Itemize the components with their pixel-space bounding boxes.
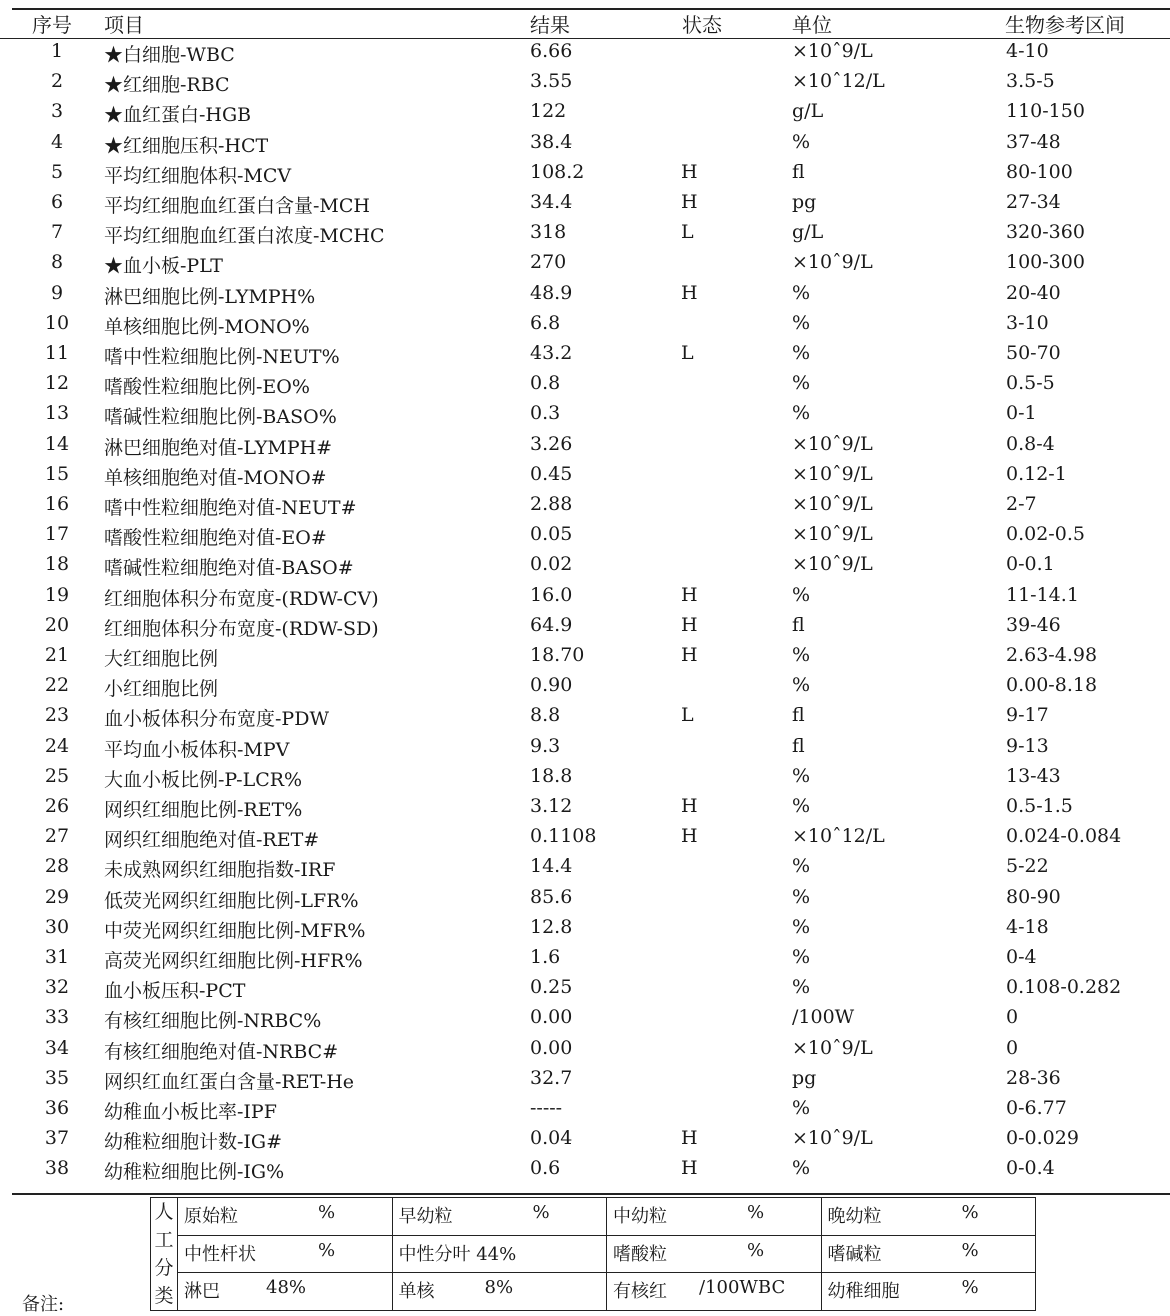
- table-row: [0, 431, 1170, 461]
- row-unit: fl: [792, 160, 805, 183]
- row-reference-range: 0.5-5: [1006, 372, 1055, 395]
- manual-cell: [821, 1198, 1036, 1236]
- row-result: 0.25: [530, 976, 573, 999]
- table-row: [0, 914, 1170, 944]
- row-result: 0.3: [530, 402, 561, 425]
- manual-cell-name: 嗜酸粒: [613, 1243, 667, 1265]
- row-unit: ×10ˆ9/L: [792, 462, 873, 485]
- row-item-name: 红细胞体积分布宽度-(RDW-CV): [104, 587, 379, 610]
- row-result: 0.00: [530, 1036, 573, 1059]
- row-number: 5: [50, 160, 64, 183]
- row-number: 31: [44, 946, 70, 968]
- row-result: 34.4: [530, 191, 573, 213]
- manual-cell: [392, 1273, 607, 1311]
- manual-cell: [392, 1198, 607, 1236]
- row-item-name: 嗜中性粒细胞比例-NEUT%: [104, 346, 340, 368]
- row-number: 22: [44, 674, 70, 697]
- row-status-flag: H: [681, 825, 698, 848]
- row-item-name: 高荧光网织红细胞比例-HFR%: [104, 950, 363, 972]
- row-number: 3: [50, 100, 64, 123]
- row-result: -----: [530, 1097, 563, 1119]
- row-reference-range: 5-22: [1006, 855, 1049, 878]
- table-row: [0, 38, 1170, 68]
- row-unit: %: [792, 583, 811, 606]
- row-result: 18.8: [530, 764, 573, 787]
- row-reference-range: 2.63-4.98: [1006, 644, 1098, 666]
- manual-cell-value: %: [961, 1277, 979, 1299]
- bottom-rule: [12, 1193, 1170, 1195]
- manual-cell: [178, 1235, 393, 1273]
- row-status-flag: L: [681, 221, 694, 244]
- table-row: [0, 612, 1170, 642]
- table-row: [0, 370, 1170, 400]
- row-reference-range: 4-18: [1006, 915, 1049, 938]
- row-unit: ×10ˆ12/L: [792, 70, 885, 93]
- row-item-name: 中荧光网织红细胞比例-MFR%: [104, 919, 366, 942]
- row-number: 18: [44, 553, 70, 576]
- table-row: [0, 672, 1170, 702]
- row-result: 0.8: [530, 372, 561, 395]
- row-unit: %: [792, 281, 811, 304]
- row-result: 12.8: [530, 915, 573, 938]
- row-reference-range: 0.02-0.5: [1006, 523, 1085, 546]
- row-status-flag: H: [681, 644, 698, 666]
- row-unit: %: [792, 1097, 811, 1119]
- manual-cell-name: 淋巴: [184, 1281, 220, 1303]
- row-result: 108.2: [530, 160, 585, 183]
- row-result: 0.04: [530, 1127, 573, 1150]
- row-unit: fl: [792, 613, 805, 636]
- row-number: 29: [44, 885, 70, 908]
- row-reference-range: 0.108-0.282: [1006, 976, 1122, 999]
- table-row: [0, 310, 1170, 340]
- row-unit: %: [792, 1157, 811, 1180]
- row-unit: ×10ˆ9/L: [792, 251, 873, 274]
- row-item-name: 有核红细胞比例-NRBC%: [104, 1010, 322, 1033]
- row-reference-range: 80-100: [1006, 160, 1073, 183]
- table-row: [0, 944, 1170, 974]
- manual-label-char: 类: [154, 1285, 174, 1307]
- row-unit: %: [792, 976, 811, 999]
- row-reference-range: 0: [1006, 1006, 1019, 1029]
- row-item-name: ★白细胞-WBC: [104, 44, 235, 66]
- row-item-name: 血小板体积分布宽度-PDW: [104, 708, 329, 731]
- manual-cell: [178, 1198, 393, 1236]
- row-unit: ×10ˆ9/L: [792, 493, 873, 515]
- table-row: [0, 1155, 1170, 1185]
- row-reference-range: 0.5-1.5: [1006, 795, 1073, 817]
- manual-cell-value: %: [961, 1202, 979, 1223]
- row-status-flag: H: [681, 1157, 698, 1180]
- row-status-flag: H: [681, 160, 698, 183]
- manual-cell-name: 嗜碱粒: [827, 1243, 882, 1265]
- row-status-flag: H: [681, 583, 698, 606]
- table-row: [0, 400, 1170, 430]
- row-result: 6.66: [530, 40, 573, 62]
- row-reference-range: 0-0.1: [1006, 553, 1055, 576]
- row-result: 9.3: [530, 734, 561, 757]
- row-item-name: 嗜酸性粒细胞绝对值-EO#: [104, 527, 327, 550]
- row-unit: ×10ˆ9/L: [792, 523, 873, 546]
- row-item-name: 低荧光网织红细胞比例-LFR%: [104, 889, 359, 912]
- manual-cell-value: %: [318, 1239, 336, 1261]
- table-row: [0, 642, 1170, 672]
- row-result: 3.26: [530, 432, 573, 455]
- manual-cell-name: 晚幼粒: [827, 1206, 882, 1227]
- row-unit: %: [792, 946, 811, 968]
- row-number: 7: [50, 221, 64, 244]
- row-number: 21: [44, 644, 70, 666]
- row-unit: ×10ˆ9/L: [792, 1036, 873, 1059]
- manual-cell-value: %: [961, 1239, 979, 1261]
- manual-label-char: 人: [154, 1201, 174, 1223]
- row-result: 3.55: [530, 70, 573, 93]
- row-unit: pg: [792, 1066, 817, 1089]
- row-number: 32: [44, 976, 70, 999]
- row-unit: %: [792, 342, 811, 364]
- manual-cell: [607, 1198, 822, 1236]
- manual-differential-table: [150, 1197, 1036, 1311]
- row-item-name: ★血小板-PLT: [104, 255, 223, 278]
- row-item-name: 单核细胞绝对值-MONO#: [104, 466, 327, 489]
- row-item-name: 淋巴细胞比例-LYMPH%: [104, 285, 316, 308]
- row-item-name: 幼稚粒细胞比例-IG%: [104, 1161, 285, 1184]
- manual-cell: [821, 1235, 1036, 1273]
- table-row: [0, 853, 1170, 883]
- row-item-name: 平均红细胞体积-MCV: [104, 164, 292, 187]
- row-reference-range: 0.00-8.18: [1006, 674, 1098, 697]
- row-unit: fl: [792, 734, 805, 757]
- row-reference-range: 20-40: [1006, 281, 1061, 304]
- row-item-name: 血小板压积-PCT: [104, 980, 246, 1003]
- row-reference-range: 320-360: [1006, 221, 1085, 244]
- header-item: 项目: [104, 13, 144, 37]
- row-reference-range: 3.5-5: [1006, 70, 1055, 93]
- row-item-name: ★血红蛋白-HGB: [104, 104, 252, 127]
- row-unit: %: [792, 885, 811, 908]
- row-result: 318: [530, 221, 567, 244]
- row-unit: /100W: [792, 1006, 855, 1029]
- table-row: [0, 551, 1170, 581]
- row-number: 8: [50, 251, 64, 274]
- header-status: 状态: [682, 13, 722, 37]
- row-reference-range: 0-0.029: [1006, 1127, 1079, 1150]
- row-unit: %: [792, 311, 811, 334]
- row-item-name: 淋巴细胞绝对值-LYMPH#: [104, 436, 333, 459]
- table-row: [0, 491, 1170, 521]
- row-result: 0.02: [530, 553, 573, 576]
- header-result: 结果: [530, 13, 570, 37]
- row-status-flag: H: [681, 1127, 698, 1150]
- row-status-flag: L: [681, 704, 694, 727]
- row-number: 19: [44, 583, 70, 606]
- row-number: 11: [44, 342, 70, 364]
- row-reference-range: 27-34: [1006, 191, 1061, 213]
- row-unit: %: [792, 130, 811, 153]
- row-number: 15: [44, 462, 70, 485]
- row-number: 28: [44, 855, 70, 878]
- row-item-name: 嗜中性粒细胞绝对值-NEUT#: [104, 497, 357, 519]
- row-result: 270: [530, 251, 567, 274]
- row-number: 6: [50, 191, 64, 213]
- row-reference-range: 0.12-1: [1006, 462, 1067, 485]
- table-row: [0, 582, 1170, 612]
- row-reference-range: 50-70: [1006, 342, 1061, 364]
- table-row: [0, 823, 1170, 853]
- row-number: 27: [44, 825, 70, 848]
- row-number: 2: [50, 70, 64, 93]
- row-unit: %: [792, 915, 811, 938]
- manual-cell-name: 原始粒: [184, 1206, 238, 1227]
- row-reference-range: 4-10: [1006, 40, 1049, 62]
- row-unit: ×10ˆ12/L: [792, 825, 885, 848]
- table-row: [0, 189, 1170, 219]
- manual-label-char: 分: [154, 1257, 174, 1279]
- row-unit: g/L: [792, 221, 824, 244]
- manual-cell: [821, 1273, 1036, 1311]
- table-row: [0, 249, 1170, 279]
- manual-cell-value: /100WBC: [699, 1277, 786, 1299]
- header-unit: 单位: [792, 13, 832, 37]
- row-unit: %: [792, 795, 811, 817]
- row-reference-range: 13-43: [1006, 764, 1061, 787]
- manual-cell-name: 单核: [398, 1281, 435, 1303]
- row-status-flag: H: [681, 281, 698, 304]
- row-status-flag: H: [681, 795, 698, 817]
- row-number: 14: [44, 432, 70, 455]
- row-unit: %: [792, 644, 811, 666]
- row-item-name: ★红细胞-RBC: [104, 74, 230, 97]
- row-result: 0.90: [530, 674, 573, 697]
- row-item-name: 幼稚粒细胞计数-IG#: [104, 1131, 283, 1154]
- row-number: 25: [44, 764, 70, 787]
- row-reference-range: 39-46: [1006, 613, 1061, 636]
- row-item-name: 有核红细胞绝对值-NRBC#: [104, 1040, 339, 1063]
- row-number: 1: [50, 40, 64, 62]
- header-reference: 生物参考区间: [1005, 13, 1125, 37]
- row-number: 30: [44, 915, 70, 938]
- row-result: 6.8: [530, 311, 561, 334]
- row-item-name: 平均红细胞血红蛋白浓度-MCHC: [104, 225, 385, 248]
- manual-cell-name: 中性杆状: [184, 1243, 256, 1265]
- row-result: 16.0: [530, 583, 573, 606]
- row-reference-range: 0: [1006, 1036, 1019, 1059]
- manual-cell: [392, 1235, 607, 1273]
- table-row: [0, 793, 1170, 823]
- row-item-name: 平均红细胞血红蛋白含量-MCH: [104, 195, 370, 217]
- row-number: 20: [44, 613, 70, 636]
- row-unit: ×10ˆ9/L: [792, 432, 873, 455]
- row-reference-range: 37-48: [1006, 130, 1061, 153]
- table-row: [0, 1125, 1170, 1155]
- row-unit: %: [792, 855, 811, 878]
- row-unit: ×10ˆ9/L: [792, 553, 873, 576]
- manual-cell-name: 幼稚细胞: [827, 1281, 900, 1303]
- table-row: [0, 884, 1170, 914]
- row-reference-range: 0-1: [1006, 402, 1037, 425]
- row-result: 14.4: [530, 855, 573, 878]
- row-reference-range: 0-4: [1006, 946, 1037, 968]
- row-reference-range: 100-300: [1006, 251, 1085, 274]
- manual-cell-name: 中幼粒: [613, 1206, 667, 1227]
- table-row: [0, 461, 1170, 491]
- row-number: 36: [44, 1097, 70, 1119]
- table-row: [0, 974, 1170, 1004]
- row-number: 12: [44, 372, 70, 395]
- row-result: 43.2: [530, 342, 573, 364]
- row-status-flag: H: [681, 613, 698, 636]
- row-item-name: 大血小板比例-P-LCR%: [104, 768, 303, 791]
- table-row: [0, 733, 1170, 763]
- table-row: [0, 159, 1170, 189]
- header-no: 序号: [32, 13, 72, 37]
- row-item-name: 红细胞体积分布宽度-(RDW-SD): [104, 617, 379, 640]
- table-row: [0, 98, 1170, 128]
- row-item-name: 平均血小板体积-MPV: [104, 738, 290, 761]
- row-number: 26: [44, 795, 70, 817]
- manual-cell: [607, 1235, 822, 1273]
- row-number: 13: [44, 402, 70, 425]
- row-item-name: 幼稚血小板比率-IPF: [104, 1101, 277, 1123]
- row-number: 10: [44, 311, 70, 334]
- row-reference-range: 0-6.77: [1006, 1097, 1067, 1119]
- row-result: 0.05: [530, 523, 573, 546]
- row-number: 38: [44, 1157, 70, 1180]
- manual-cell-name: 中性分叶 44%: [398, 1243, 517, 1265]
- manual-cell: [178, 1273, 393, 1311]
- row-unit: %: [792, 674, 811, 697]
- table-row: [0, 1035, 1170, 1065]
- manual-cell-value: %: [747, 1239, 765, 1261]
- table-row: [0, 280, 1170, 310]
- table-row: [0, 1065, 1170, 1095]
- row-item-name: 网织红血红蛋白含量-RET-He: [104, 1070, 355, 1093]
- row-result: 32.7: [530, 1066, 573, 1089]
- row-reference-range: 80-90: [1006, 885, 1061, 908]
- row-number: 4: [50, 130, 64, 153]
- row-reference-range: 28-36: [1006, 1066, 1061, 1089]
- manual-cell-value: %: [747, 1202, 765, 1223]
- row-number: 37: [44, 1127, 70, 1150]
- row-item-name: 小红细胞比例: [104, 678, 219, 701]
- row-item-name: 单核细胞比例-MONO%: [104, 315, 310, 338]
- row-status-flag: L: [681, 342, 694, 364]
- row-reference-range: 0.024-0.084: [1006, 825, 1122, 848]
- table-row: [0, 68, 1170, 98]
- row-unit: %: [792, 402, 811, 425]
- table-row: [0, 1004, 1170, 1034]
- manual-cell-name: 有核红: [613, 1281, 667, 1303]
- row-unit: g/L: [792, 100, 824, 123]
- manual-cell-value: 48%: [266, 1277, 307, 1299]
- table-row: [0, 219, 1170, 249]
- row-number: 33: [44, 1006, 70, 1029]
- row-reference-range: 110-150: [1006, 100, 1085, 123]
- row-number: 34: [44, 1036, 70, 1059]
- row-result: 8.8: [530, 704, 561, 727]
- row-item-name: ★红细胞压积-HCT: [104, 134, 269, 157]
- row-result: 0.1108: [530, 825, 597, 848]
- row-number: 17: [44, 523, 70, 546]
- row-item-name: 大红细胞比例: [104, 648, 219, 670]
- remark-label: 备注:: [22, 1294, 65, 1315]
- row-reference-range: 2-7: [1006, 493, 1037, 515]
- row-number: 23: [44, 704, 70, 727]
- table-row: [0, 1095, 1170, 1125]
- manual-cell-name: 早幼粒: [398, 1206, 453, 1227]
- manual-cell-value: %: [532, 1202, 550, 1223]
- table-row: [0, 763, 1170, 793]
- manual-label-char: 工: [154, 1229, 174, 1251]
- table-row: [0, 340, 1170, 370]
- row-result: 85.6: [530, 885, 573, 908]
- row-result: 38.4: [530, 130, 573, 153]
- row-status-flag: H: [681, 191, 698, 213]
- row-result: 0.45: [530, 462, 573, 485]
- table-row: [0, 129, 1170, 159]
- row-number: 24: [44, 734, 70, 757]
- row-reference-range: 0-0.4: [1006, 1157, 1055, 1180]
- row-reference-range: 3-10: [1006, 311, 1049, 334]
- row-unit: pg: [792, 191, 817, 213]
- row-result: 48.9: [530, 281, 573, 304]
- manual-cell-value: 8%: [484, 1277, 514, 1299]
- row-unit: fl: [792, 704, 805, 727]
- row-result: 2.88: [530, 493, 573, 515]
- row-item-name: 嗜碱性粒细胞绝对值-BASO#: [104, 557, 354, 580]
- row-item-name: 嗜碱性粒细胞比例-BASO%: [104, 406, 337, 429]
- row-result: 18.70: [530, 644, 585, 666]
- table-header: [0, 8, 1170, 39]
- row-result: 64.9: [530, 613, 573, 636]
- row-result: 3.12: [530, 795, 573, 817]
- row-reference-range: 11-14.1: [1006, 583, 1079, 606]
- row-reference-range: 9-13: [1006, 734, 1049, 757]
- row-item-name: 网织红细胞绝对值-RET#: [104, 829, 320, 852]
- row-item-name: 嗜酸性粒细胞比例-EO%: [104, 376, 310, 399]
- row-unit: %: [792, 372, 811, 395]
- row-number: 35: [44, 1066, 70, 1089]
- row-result: 0.00: [530, 1006, 573, 1029]
- row-unit: ×10ˆ9/L: [792, 40, 873, 62]
- table-row: [0, 521, 1170, 551]
- row-reference-range: 0.8-4: [1006, 432, 1055, 455]
- row-result: 0.6: [530, 1157, 561, 1180]
- row-item-name: 未成熟网织红细胞指数-IRF: [104, 859, 336, 882]
- row-number: 16: [44, 493, 70, 515]
- row-reference-range: 9-17: [1006, 704, 1049, 727]
- manual-cell-value: %: [318, 1202, 336, 1223]
- table-row: [0, 702, 1170, 732]
- row-item-name: 网织红细胞比例-RET%: [104, 799, 303, 821]
- row-result: 1.6: [530, 946, 561, 968]
- row-result: 122: [530, 100, 567, 123]
- manual-label: [151, 1198, 178, 1311]
- row-number: 9: [50, 281, 64, 304]
- row-unit: %: [792, 764, 811, 787]
- manual-cell: [607, 1273, 822, 1311]
- row-unit: ×10ˆ9/L: [792, 1127, 873, 1150]
